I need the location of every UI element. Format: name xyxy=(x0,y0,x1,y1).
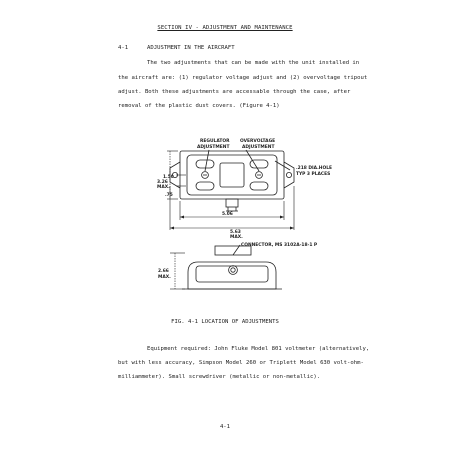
label-connector: CONNECTOR, MS 3102A-18-1 P xyxy=(241,243,318,248)
label-dim-75: .75 xyxy=(165,193,173,198)
page-number: 4-1 xyxy=(219,424,231,430)
label-hole-2: TYP 3 PLACES xyxy=(296,172,331,177)
equipment-line: milliammeter). Small screwdriver (metallic or non-metallic). xyxy=(118,374,321,380)
label-dim-150: 1.50 xyxy=(163,175,174,180)
case-inner-outline xyxy=(187,155,277,195)
figure-caption: FIG. 4-1 LOCATION OF ADJUSTMENTS xyxy=(171,319,279,325)
intro-line: The two adjustments that can be made with the unit installed in xyxy=(147,60,360,66)
label-dim-506: 5.06 xyxy=(222,212,233,217)
label-dim-563: 5.63 xyxy=(230,230,241,235)
intro-line: removal of the plastic dust covers. (Figure 4-1) xyxy=(118,103,280,109)
section-number: 4-1 xyxy=(118,45,129,51)
label-regulator-1: REGULATOR xyxy=(200,139,230,144)
section-heading: ADJUSTMENT IN THE AIRCRAFT xyxy=(147,45,235,51)
label-regulator-2: ADJUSTMENT xyxy=(197,145,230,150)
label-overvoltage-2: ADJUSTMENT xyxy=(242,145,275,150)
label-dim-266: 2.66 xyxy=(158,269,169,274)
case-outline xyxy=(180,151,284,199)
label-overvoltage-1: OVERVOLTAGE xyxy=(240,139,276,144)
right-flange xyxy=(284,162,294,188)
equipment-line: Equipment required: John Fluke Model 801 voltmeter (alternatively, xyxy=(147,346,370,352)
label-hole-1: .218 DIA.HOLE xyxy=(296,166,332,171)
label-dim-326-max: MAX. xyxy=(157,185,170,190)
side-view xyxy=(182,245,282,289)
intro-line: the aircraft are: (1) regulator voltage adjust and (2) overvoltage tripout xyxy=(118,75,368,81)
label-dim-326: 3.26 xyxy=(157,180,168,185)
section-title: SECTION IV - ADJUSTMENT AND MAINTENANCE xyxy=(157,25,293,31)
connector-stub xyxy=(226,199,238,207)
label-dim-266-max: MAX. xyxy=(158,275,171,280)
equipment-line: but with less accuracy, Simpson Model 260 or Triplett Model 630 volt-ohm- xyxy=(118,360,364,366)
mount-hole-right xyxy=(286,172,291,177)
intro-line: adjust. Both these adjustments are accessable through the case, after xyxy=(118,89,351,95)
label-dim-563-max: MAX. xyxy=(230,235,243,240)
